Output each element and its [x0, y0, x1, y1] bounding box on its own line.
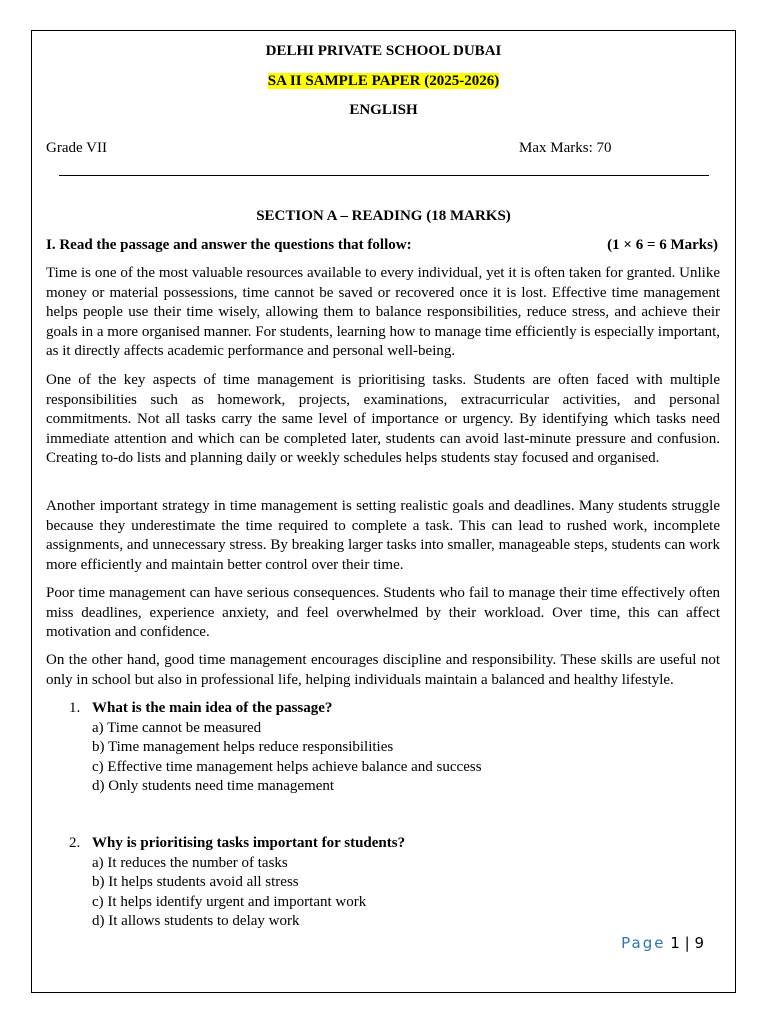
- passage-paragraph-5: On the other hand, good time management encourages discipline and responsibility. These skills are useful not only in school but also in professional life, helping individuals maintain a balanced and healthy lifestyle.: [46, 652, 720, 688]
- option-a: a) Time cannot be measured: [92, 719, 262, 736]
- passage-paragraph-4: Poor time management can have serious consequences. Students who fail to manage their time effectively often miss deadlines, experience anxiety, and feel overwhelmed by their workload. Over time, this can affect motivation and confidence.: [46, 585, 720, 640]
- option-d: d) Only students need time management: [92, 778, 335, 794]
- header-divider: [59, 175, 709, 176]
- question-stem: What is the main idea of the passage?: [92, 700, 333, 716]
- section-marks: (1 × 6 = 6 Marks): [607, 237, 718, 253]
- passage-paragraph-1: Time is one of the most valuable resources available to every individual, yet it is often taken for granted. Unlike money or material possessions, time cannot be saved or recovered once it is lost. Effective time management helps people use their time wisely, allowing them to balance responsibilities, reduce stress, and achieve their goals in a more organised manner. For students, learning how to manage time efficiently is especially important, as it directly affects academic performance and personal well-being.: [46, 265, 720, 359]
- passage-paragraph-3: Another important strategy in time management is setting realistic goals and deadlines. Many students struggle because they underestimate the time required to complete a task. This can lead to rushed work, incomplete assignments, and unnecessary stress. By breaking larger tasks into smaller, manageable steps, students can work more efficiently and maintain better control over their time.: [46, 498, 720, 573]
- option-c: c) It helps identify urgent and important work: [92, 893, 367, 910]
- total-pages: 9: [694, 934, 704, 952]
- page-separator: |: [684, 934, 690, 952]
- max-marks-label: Max Marks: 70: [519, 140, 612, 156]
- question-number: 1.: [69, 700, 81, 716]
- question-number: 2.: [69, 835, 81, 851]
- passage-paragraph-2: One of the key aspects of time management is prioritising tasks. Students are often faced with multiple responsibilities such as homework, projects, examinations, extracurricular activities, and personal commitments. Not all tasks carry the same level of importance or urgency. By identifying which tasks need immediate attention and which can be completed later, students can avoid last-minute pressure and confusion. Creating to-do lists and planning daily or weekly schedules helps students stay focused and organised.: [46, 372, 720, 466]
- option-a: a) It reduces the number of tasks: [92, 854, 288, 871]
- section-title: SECTION A – READING (18 MARKS): [256, 208, 511, 224]
- option-b: b) Time management helps reduce responsibilities: [92, 739, 394, 755]
- option-d: d) It allows students to delay work: [92, 913, 300, 929]
- page-footer: [621, 934, 704, 952]
- grade-label: Grade VII: [46, 140, 107, 156]
- option-b: b) It helps students avoid all stress: [92, 874, 299, 890]
- question-stem: Why is prioritising tasks important for students?: [92, 835, 406, 851]
- option-c: c) Effective time management helps achieve balance and success: [92, 758, 482, 775]
- page-number: 1: [670, 934, 680, 952]
- school-name: DELHI PRIVATE SCHOOL DUBAI: [265, 43, 502, 59]
- page-word: Page: [621, 934, 666, 952]
- section-instruction: I. Read the passage and answer the questions that follow:: [46, 237, 412, 253]
- paper-title: [31, 73, 736, 90]
- paper-title-highlight: SA II SAMPLE PAPER (2025-2026): [267, 73, 500, 89]
- subject-title: ENGLISH: [349, 102, 418, 118]
